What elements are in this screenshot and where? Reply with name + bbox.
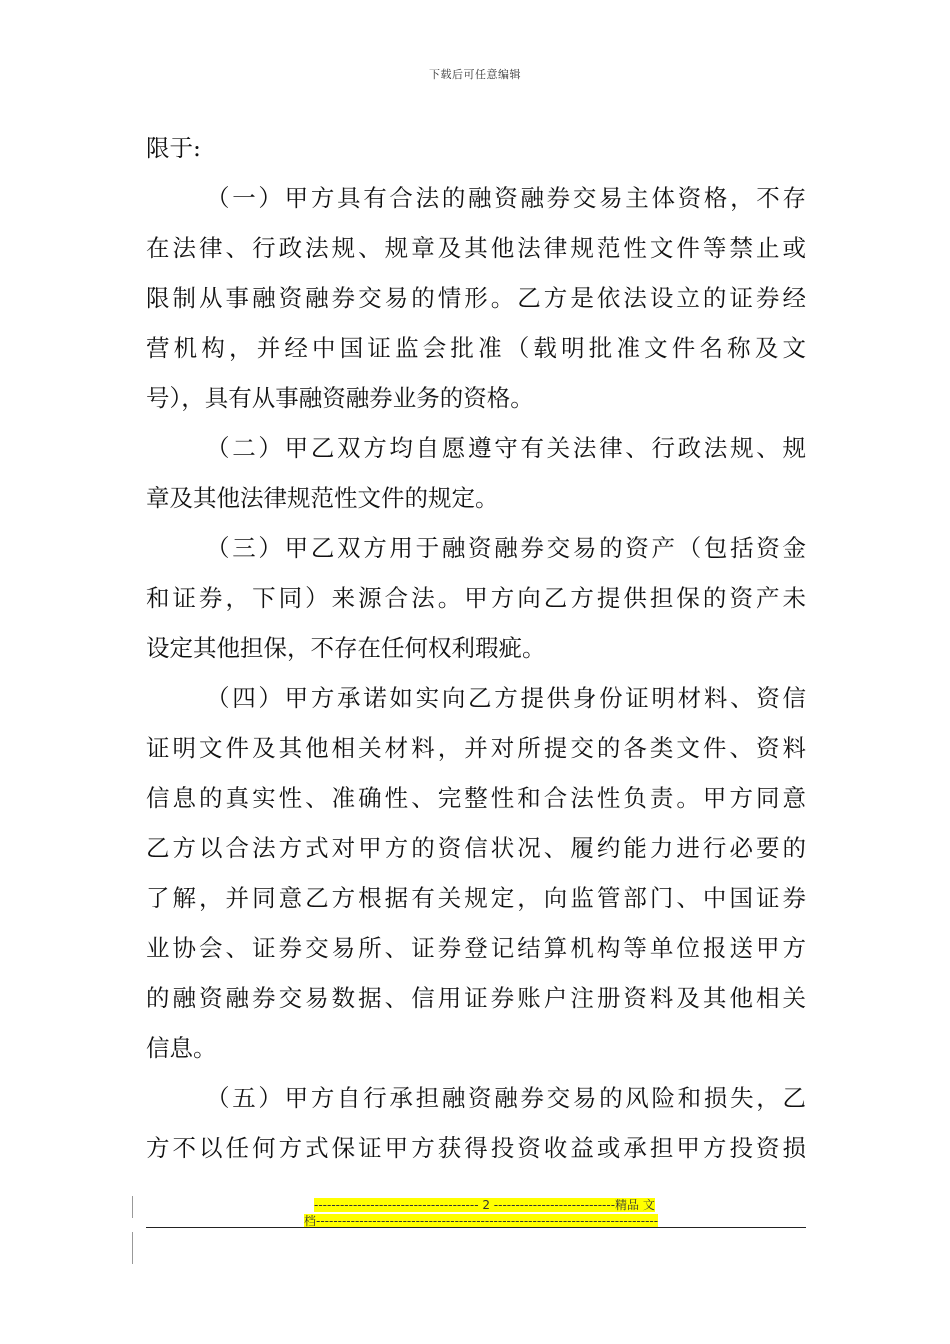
paragraph-line: （二）甲乙双方均自愿遵守有关法律、行政法规、规: [206, 434, 806, 462]
paragraph-line: 信息的真实性、准确性、完整性和合法性负责。甲方同意: [146, 784, 806, 812]
paragraph-line: 和证券，下同）来源合法。甲方向乙方提供担保的资产未: [146, 584, 806, 612]
paragraph-line: （三）甲乙双方用于融资融券交易的资产（包括资金: [206, 534, 806, 562]
paragraph-line: 信息。: [146, 1034, 217, 1062]
page-footer: [0, 1190, 950, 1270]
paragraph-line: 了解，并同意乙方根据有关规定，向监管部门、中国证券: [146, 884, 806, 912]
footer-continuation-line: 档-------------------------------------------------------------------------------: [304, 1214, 659, 1228]
footer-divider: [146, 1227, 806, 1228]
header-note: 下载后可任意编辑: [429, 68, 521, 81]
paragraph-line: 的融资融券交易数据、信用证券账户注册资料及其他相关: [146, 984, 806, 1012]
paragraph-line: 方不以任何方式保证甲方获得投资收益或承担甲方投资损: [146, 1134, 806, 1162]
footer-page-number-line: -------------------------------------- 2 ----------------------------精品 文: [314, 1198, 655, 1212]
paragraph-line: 设定其他担保，不存在任何权利瑕疵。: [146, 634, 546, 662]
document-body: [146, 128, 806, 1178]
margin-marker: [132, 1196, 133, 1218]
margin-marker: [132, 1232, 133, 1264]
paragraph-line: 营机构，并经中国证监会批准（载明批准文件名称及文: [146, 334, 806, 362]
paragraph-line: （四）甲方承诺如实向乙方提供身份证明材料、资信: [206, 684, 806, 712]
paragraph-line: 限制从事融资融券交易的情形。乙方是依法设立的证券经: [146, 284, 806, 312]
paragraph-line: 业协会、证券交易所、证券登记结算机构等单位报送甲方: [146, 934, 806, 962]
paragraph-line: 在法律、行政法规、规章及其他法律规范性文件等禁止或: [146, 234, 806, 262]
paragraph-line: 号），具有从事融资融券业务的资格。: [146, 384, 534, 412]
paragraph-line: （一）甲方具有合法的融资融券交易主体资格，不存: [206, 184, 806, 212]
paragraph-line: 章及其他法律规范性文件的规定。: [146, 484, 499, 512]
paragraph-line: 证明文件及其他相关材料，并对所提交的各类文件、资料: [146, 734, 806, 762]
paragraph-line: 乙方以合法方式对甲方的资信状况、履约能力进行必要的: [146, 834, 806, 862]
paragraph-line: （五）甲方自行承担融资融券交易的风险和损失，乙: [206, 1084, 806, 1112]
text-line: 限于:: [146, 134, 201, 162]
